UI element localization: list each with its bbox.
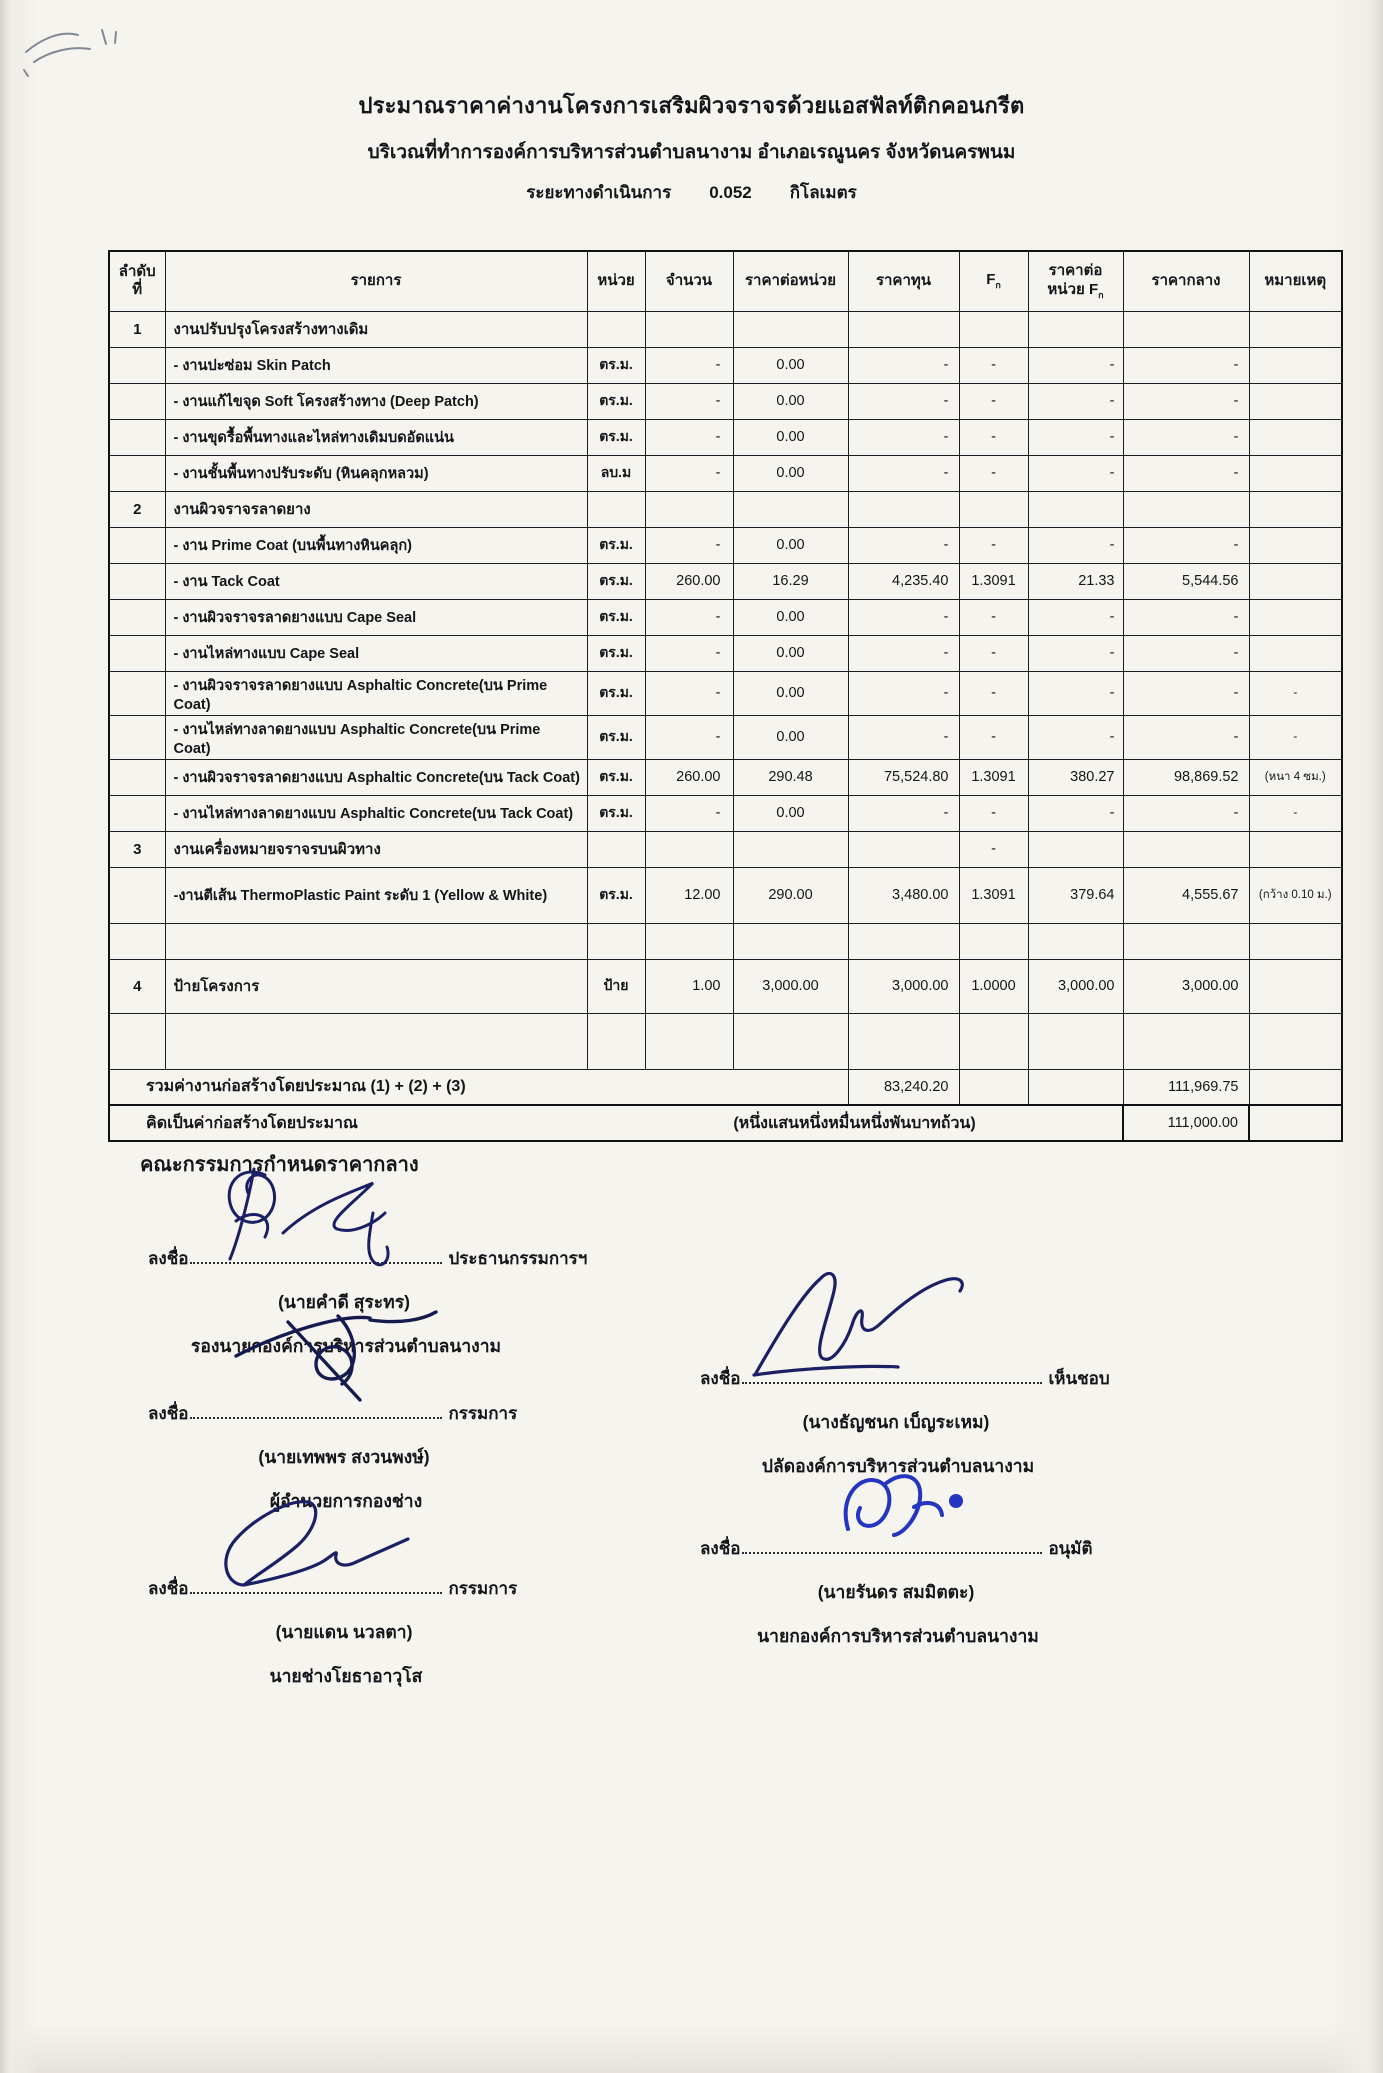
cell-f-factor: 1.0000 — [959, 959, 1028, 1013]
signature-block-endorse — [700, 1365, 1260, 1480]
cell-f-factor — [959, 923, 1028, 959]
total-note-cell — [1249, 1069, 1342, 1105]
table-row — [109, 715, 1342, 759]
cell-item: - งาน Prime Coat (บนพื้นทางหินคลุก) — [165, 527, 587, 563]
cell-price-per-unit-f: - — [1028, 599, 1123, 635]
cell-unit — [587, 311, 645, 347]
signature-line: ลงชื่อ กรรมการ — [148, 1579, 518, 1598]
table-row — [109, 635, 1342, 671]
cell-quantity — [645, 311, 733, 347]
cell-unit-price: 0.00 — [733, 599, 848, 635]
col-header-unit-price: ราคาต่อหน่วย — [733, 251, 848, 311]
cell-mid-price: - — [1123, 455, 1249, 491]
cell-mid-price: - — [1123, 635, 1249, 671]
cell-mid-price: 4,555.67 — [1123, 867, 1249, 923]
table-header-row — [109, 251, 1342, 311]
cell-quantity: 1.00 — [645, 959, 733, 1013]
signature-block-committee-2 — [148, 1575, 708, 1690]
signature-block-committee-1 — [148, 1400, 708, 1515]
cell-index: 1 — [109, 311, 165, 347]
table-row — [109, 563, 1342, 599]
signer-title: ผู้อำนวยการกองช่าง — [269, 1491, 423, 1511]
cell-quantity: - — [645, 599, 733, 635]
cell-mid-price — [1123, 831, 1249, 867]
cell-cost: - — [848, 419, 959, 455]
cell-index: 2 — [109, 491, 165, 527]
cell-unit: ตร.ม. — [587, 563, 645, 599]
cell-remarks — [1249, 455, 1342, 491]
cell-unit-price: 0.00 — [733, 419, 848, 455]
cell-cost: - — [848, 347, 959, 383]
cell-quantity: - — [645, 455, 733, 491]
signer-title: รองนายกองค์การบริหารส่วนตำบลนางาม — [190, 1336, 502, 1356]
cell-price-per-unit-f: 21.33 — [1028, 563, 1123, 599]
cell-remarks — [1249, 527, 1342, 563]
cell-index — [109, 923, 165, 959]
cell-quantity — [645, 831, 733, 867]
cell-mid-price — [1123, 491, 1249, 527]
cell-mid-price: - — [1123, 347, 1249, 383]
cell-f-factor — [959, 491, 1028, 527]
cell-cost — [848, 1013, 959, 1069]
signature-line: ลงชื่อ อนุมัติ — [700, 1539, 1093, 1558]
cell-mid-price: - — [1123, 527, 1249, 563]
dotted-line — [190, 1403, 442, 1419]
cell-price-per-unit-f: - — [1028, 419, 1123, 455]
cell-cost — [848, 311, 959, 347]
cell-item: - งานไหล่ทางแบบ Cape Seal — [165, 635, 587, 671]
cell-price-per-unit-f — [1028, 831, 1123, 867]
committee-heading: คณะกรรมการกำหนดราคากลาง — [140, 1154, 419, 1176]
cell-index — [109, 635, 165, 671]
cell-unit-price: 0.00 — [733, 795, 848, 831]
cell-cost: 4,235.40 — [848, 563, 959, 599]
signature-role: กรรมการ — [448, 1579, 518, 1598]
cell-item — [165, 923, 587, 959]
cell-cost: - — [848, 671, 959, 715]
table-row — [109, 311, 1342, 347]
cell-unit: ป้าย — [587, 959, 645, 1013]
cell-price-per-unit-f: - — [1028, 635, 1123, 671]
cell-remarks — [1249, 311, 1342, 347]
total-pf-cell — [1028, 1069, 1123, 1105]
cell-unit: ตร.ม. — [587, 347, 645, 383]
cell-item: งานปรับปรุงโครงสร้างทางเดิม — [165, 311, 587, 347]
cell-index — [109, 383, 165, 419]
cell-f-factor — [959, 311, 1028, 347]
cell-f-factor: 1.3091 — [959, 759, 1028, 795]
cell-quantity: - — [645, 635, 733, 671]
cell-index — [109, 527, 165, 563]
cell-remarks — [1249, 347, 1342, 383]
signature-line: ลงชื่อ กรรมการ — [148, 1404, 518, 1423]
dotted-line — [742, 1538, 1042, 1554]
cell-remarks: - — [1249, 715, 1342, 759]
cell-remarks: (หนา 4 ซม.) — [1249, 759, 1342, 795]
cell-remarks — [1249, 635, 1342, 671]
table-row — [109, 959, 1342, 1013]
signature-role: อนุมัติ — [1048, 1539, 1093, 1558]
cell-quantity: - — [645, 671, 733, 715]
cell-remarks — [1249, 419, 1342, 455]
signer-name: (นายคำดี สุระทร) — [278, 1292, 410, 1312]
cell-index — [109, 419, 165, 455]
cell-cost — [848, 923, 959, 959]
table-row — [109, 527, 1342, 563]
cell-cost: - — [848, 455, 959, 491]
cell-unit-price — [733, 1013, 848, 1069]
cell-remarks: - — [1249, 671, 1342, 715]
cell-remarks: - — [1249, 795, 1342, 831]
cell-mid-price — [1123, 311, 1249, 347]
cell-unit-price: 3,000.00 — [733, 959, 848, 1013]
cell-unit-price — [733, 923, 848, 959]
table-row — [109, 1013, 1342, 1069]
table-row — [109, 671, 1342, 715]
cell-index — [109, 455, 165, 491]
cell-quantity — [645, 491, 733, 527]
cell-cost: - — [848, 635, 959, 671]
dotted-line — [742, 1368, 1042, 1384]
dotted-line — [190, 1248, 442, 1264]
table-row — [109, 923, 1342, 959]
cell-item: - งานผิวจราจรลาดยางแบบ Asphaltic Concrete(บน Tack Coat) — [165, 759, 587, 795]
signer-title: นายกองค์การบริหารส่วนตำบลนางาม — [757, 1626, 1039, 1646]
cell-mid-price: - — [1123, 795, 1249, 831]
cell-unit-price: 0.00 — [733, 671, 848, 715]
cell-index — [109, 1013, 165, 1069]
cell-cost: 75,524.80 — [848, 759, 959, 795]
cell-cost: 3,000.00 — [848, 959, 959, 1013]
cell-quantity: - — [645, 715, 733, 759]
cell-unit-price: 0.00 — [733, 527, 848, 563]
cell-index — [109, 867, 165, 923]
cell-price-per-unit-f: - — [1028, 795, 1123, 831]
cell-index — [109, 715, 165, 759]
document-subtitle: บริเวณที่ทำการองค์การบริหารส่วนตำบลนางาม อำเภอเรณูนคร จังหวัดนครพนม — [367, 142, 1016, 163]
cell-item: - งานปะซ่อม Skin Patch — [165, 347, 587, 383]
dotted-line — [190, 1578, 442, 1594]
cell-item: - งานขุดรื้อพื้นทางและไหล่ทางเดิมบดอัดแน่น — [165, 419, 587, 455]
cell-price-per-unit-f — [1028, 311, 1123, 347]
cell-remarks — [1249, 959, 1342, 1013]
cell-remarks — [1249, 491, 1342, 527]
cell-unit-price: 16.29 — [733, 563, 848, 599]
cell-mid-price: - — [1123, 671, 1249, 715]
cell-price-per-unit-f: 3,000.00 — [1028, 959, 1123, 1013]
document-title: ประมาณราคาค่างานโครงการเสริมผิวจราจรด้วยแอสฟัลท์ติกคอนกรีต — [358, 93, 1025, 118]
grand-total-amount-in-words: (หนึ่งแสนหนึ่งหมื่นหนึ่งพันบาทถ้วน) — [587, 1105, 1123, 1141]
cell-unit-price: 290.48 — [733, 759, 848, 795]
cell-remarks — [1249, 383, 1342, 419]
grand-total-amount: 111,000.00 — [1123, 1105, 1249, 1141]
cell-f-factor: 1.3091 — [959, 563, 1028, 599]
cell-cost — [848, 831, 959, 867]
cell-mid-price: 3,000.00 — [1123, 959, 1249, 1013]
cell-item — [165, 1013, 587, 1069]
cell-cost — [848, 491, 959, 527]
cell-mid-price — [1123, 923, 1249, 959]
cell-remarks — [1249, 831, 1342, 867]
table-row — [109, 455, 1342, 491]
cell-price-per-unit-f — [1028, 1013, 1123, 1069]
signature-section — [0, 1148, 1383, 1848]
cell-f-factor: - — [959, 635, 1028, 671]
total-f-cell — [959, 1069, 1028, 1105]
cell-mid-price: 5,544.56 — [1123, 563, 1249, 599]
col-header-cost: ราคาทุน — [848, 251, 959, 311]
col-header-quantity: จำนวน — [645, 251, 733, 311]
cell-f-factor: - — [959, 795, 1028, 831]
cell-unit-price — [733, 491, 848, 527]
cell-f-factor: - — [959, 383, 1028, 419]
table-row — [109, 347, 1342, 383]
cell-f-factor: - — [959, 455, 1028, 491]
table-row — [109, 867, 1342, 923]
cell-unit: ตร.ม. — [587, 599, 645, 635]
estimate-table-body — [109, 311, 1342, 1069]
cell-unit: ตร.ม. — [587, 715, 645, 759]
signer-name: (นายเทพพร สงวนพงษ์) — [258, 1447, 430, 1467]
col-header-item: รายการ — [165, 251, 587, 311]
signer-title: ปลัดองค์การบริหารส่วนตำบลนางาม — [761, 1456, 1035, 1476]
table-row — [109, 795, 1342, 831]
cell-quantity — [645, 923, 733, 959]
cell-mid-price: - — [1123, 419, 1249, 455]
cell-index — [109, 795, 165, 831]
distance-unit: กิโลเมตร — [789, 183, 857, 202]
cell-index — [109, 347, 165, 383]
cell-price-per-unit-f: - — [1028, 715, 1123, 759]
cell-item: - งานชั้นพื้นทางปรับระดับ (หินคลุกหลวม) — [165, 455, 587, 491]
cell-item: งานผิวจราจรลาดยาง — [165, 491, 587, 527]
cell-remarks: (กว้าง 0.10 ม.) — [1249, 867, 1342, 923]
cell-unit — [587, 923, 645, 959]
cell-f-factor: - — [959, 527, 1028, 563]
cell-f-factor: - — [959, 671, 1028, 715]
col-header-remarks: หมายเหตุ — [1249, 251, 1342, 311]
cell-unit — [587, 831, 645, 867]
cell-price-per-unit-f: - — [1028, 347, 1123, 383]
grand-total-note-cell — [1249, 1105, 1342, 1141]
cell-quantity: 260.00 — [645, 563, 733, 599]
cell-mid-price: 98,869.52 — [1123, 759, 1249, 795]
cell-unit: ตร.ม. — [587, 635, 645, 671]
cell-price-per-unit-f: - — [1028, 527, 1123, 563]
cell-item: - งานผิวจราจรลาดยางแบบ Cape Seal — [165, 599, 587, 635]
cell-item: ป้ายโครงการ — [165, 959, 587, 1013]
cell-price-per-unit-f: - — [1028, 671, 1123, 715]
signature-role: เห็นชอบ — [1048, 1369, 1110, 1388]
cell-quantity: - — [645, 383, 733, 419]
cell-f-factor: - — [959, 599, 1028, 635]
cell-unit-price: 0.00 — [733, 383, 848, 419]
table-row — [109, 383, 1342, 419]
signer-title: นายช่างโยธาอาวุโส — [269, 1666, 423, 1686]
cell-f-factor: - — [959, 831, 1028, 867]
col-header-index: ลำดับ ที่ — [109, 251, 165, 311]
total-cost-value: 83,240.20 — [848, 1069, 959, 1105]
cell-cost: - — [848, 383, 959, 419]
cell-item: -งานตีเส้น ThermoPlastic Paint ระดับ 1 (Yellow & White) — [165, 867, 587, 923]
cell-price-per-unit-f: - — [1028, 455, 1123, 491]
cell-f-factor: - — [959, 347, 1028, 383]
col-header-price-per-unit-f: ราคาต่อ หน่วย $F_ก$ — [1028, 251, 1123, 311]
cell-unit-price: 0.00 — [733, 635, 848, 671]
total-row — [109, 1069, 1342, 1105]
distance-line — [0, 179, 1383, 206]
cell-item: - งานไหล่ทางลาดยางแบบ Asphaltic Concrete(บน Prime Coat) — [165, 715, 587, 759]
distance-label: ระยะทางดำเนินการ — [526, 183, 672, 202]
cell-remarks — [1249, 1013, 1342, 1069]
table-row — [109, 831, 1342, 867]
cell-f-factor: - — [959, 715, 1028, 759]
cell-unit-price — [733, 831, 848, 867]
cell-mid-price: - — [1123, 383, 1249, 419]
cell-quantity: 12.00 — [645, 867, 733, 923]
cell-cost: - — [848, 599, 959, 635]
signature-line: ลงชื่อ เห็นชอบ — [700, 1369, 1110, 1388]
table-row — [109, 419, 1342, 455]
cell-unit: ตร.ม. — [587, 867, 645, 923]
cell-unit: ตร.ม. — [587, 759, 645, 795]
cell-unit: ตร.ม. — [587, 527, 645, 563]
cell-unit — [587, 491, 645, 527]
signature-line: ลงชื่อ ประธานกรรมการฯ — [148, 1249, 588, 1268]
cell-price-per-unit-f: 379.64 — [1028, 867, 1123, 923]
col-header-f-factor: $F_ก$ — [959, 251, 1028, 311]
signer-name: (นางธัญชนก เบ็ญระเหม) — [802, 1412, 990, 1432]
cell-remarks — [1249, 923, 1342, 959]
cell-index — [109, 759, 165, 795]
cell-index — [109, 563, 165, 599]
cell-quantity: - — [645, 527, 733, 563]
cell-unit-price: 0.00 — [733, 347, 848, 383]
cell-index: 4 — [109, 959, 165, 1013]
cell-unit-price: 290.00 — [733, 867, 848, 923]
cell-index — [109, 671, 165, 715]
table-row — [109, 491, 1342, 527]
cell-mid-price: - — [1123, 599, 1249, 635]
cost-estimate-table — [108, 250, 1343, 1142]
cell-item: - งานแก้ไขจุด Soft โครงสร้างทาง (Deep Patch) — [165, 383, 587, 419]
cell-unit — [587, 1013, 645, 1069]
grand-total-row — [109, 1105, 1342, 1141]
cell-quantity: - — [645, 419, 733, 455]
col-header-unit: หน่วย — [587, 251, 645, 311]
signature-role: ประธานกรรมการฯ — [448, 1249, 588, 1268]
signer-name: (นายแดน นวลตา) — [275, 1622, 413, 1642]
cell-cost: - — [848, 715, 959, 759]
table-row — [109, 599, 1342, 635]
signature-block-approve — [700, 1535, 1260, 1650]
col-header-mid-price: ราคากลาง — [1123, 251, 1249, 311]
cell-unit: ตร.ม. — [587, 383, 645, 419]
cell-unit-price — [733, 311, 848, 347]
cell-quantity: - — [645, 347, 733, 383]
total-label: รวมค่างานก่อสร้างโดยประมาณ (1) + (2) + (3) — [109, 1069, 848, 1105]
cell-index — [109, 599, 165, 635]
cell-unit: ตร.ม. — [587, 795, 645, 831]
cell-f-factor: - — [959, 419, 1028, 455]
cell-index: 3 — [109, 831, 165, 867]
cell-item: - งานผิวจราจรลาดยางแบบ Asphaltic Concrete(บน Prime Coat) — [165, 671, 587, 715]
signer-name: (นายรันดร สมมิตตะ) — [817, 1582, 975, 1602]
cell-mid-price: - — [1123, 715, 1249, 759]
cell-f-factor — [959, 1013, 1028, 1069]
cell-mid-price — [1123, 1013, 1249, 1069]
cell-quantity — [645, 1013, 733, 1069]
cell-cost: - — [848, 795, 959, 831]
cell-unit: ตร.ม. — [587, 419, 645, 455]
cell-unit: ลบ.ม — [587, 455, 645, 491]
cell-item: - งานไหล่ทางลาดยางแบบ Asphaltic Concrete(บน Tack Coat) — [165, 795, 587, 831]
cell-unit: ตร.ม. — [587, 671, 645, 715]
signature-block-chairman — [148, 1245, 708, 1360]
total-mid-price-value: 111,969.75 — [1123, 1069, 1249, 1105]
cell-quantity: 260.00 — [645, 759, 733, 795]
cell-remarks — [1249, 563, 1342, 599]
grand-total-label: คิดเป็นค่าก่อสร้างโดยประมาณ — [109, 1105, 587, 1141]
cell-f-factor: 1.3091 — [959, 867, 1028, 923]
table-row — [109, 759, 1342, 795]
cell-remarks — [1249, 599, 1342, 635]
cell-quantity: - — [645, 795, 733, 831]
cell-price-per-unit-f: - — [1028, 383, 1123, 419]
signature-role: กรรมการ — [448, 1404, 518, 1423]
distance-value: 0.052 — [709, 183, 752, 202]
cell-item: - งาน Tack Coat — [165, 563, 587, 599]
pen-scribble — [18, 18, 138, 78]
cell-cost: 3,480.00 — [848, 867, 959, 923]
cell-cost: - — [848, 527, 959, 563]
cell-price-per-unit-f — [1028, 923, 1123, 959]
cell-item: งานเครื่องหมายจราจรบนผิวทาง — [165, 831, 587, 867]
cell-unit-price: 0.00 — [733, 715, 848, 759]
document-header — [0, 88, 1383, 206]
cell-price-per-unit-f: 380.27 — [1028, 759, 1123, 795]
cell-unit-price: 0.00 — [733, 455, 848, 491]
cell-price-per-unit-f — [1028, 491, 1123, 527]
